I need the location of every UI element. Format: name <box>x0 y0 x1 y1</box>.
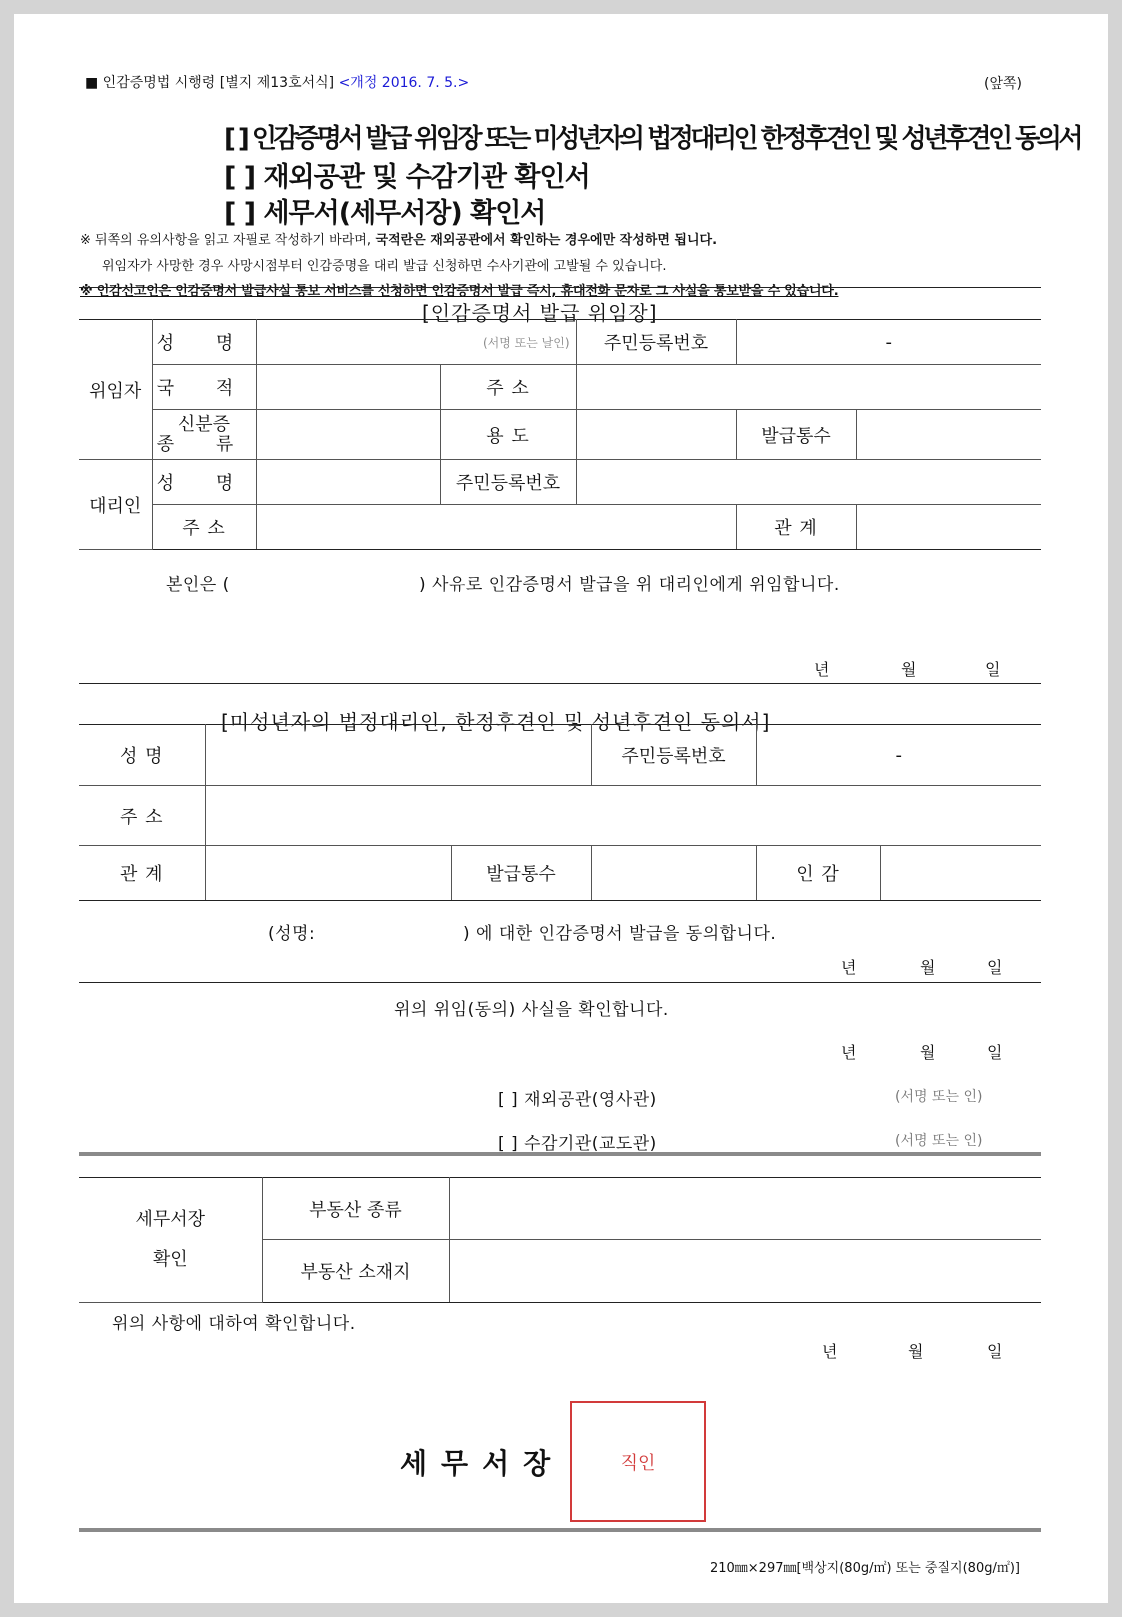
prison-checkbox-label[interactable]: [ ] 수감기관(교도관) <box>498 1134 657 1154</box>
delegator-rrn-label: 주민등록번호 <box>576 320 736 365</box>
divider <box>79 287 1041 288</box>
purpose-label: 용 도 <box>440 410 576 460</box>
consent-address-field[interactable] <box>205 786 1041 846</box>
rrn-dash: - <box>895 744 902 766</box>
id-type-label-1: 신분증 <box>177 413 231 435</box>
consent-copies-field[interactable] <box>591 846 756 901</box>
divider <box>79 982 1041 983</box>
consent-rrn-field[interactable] <box>756 725 1041 786</box>
month-label: 월 <box>908 1342 924 1361</box>
note-deceased: 위임자가 사망한 경우 사망시점부터 인감증명을 대리 발급 신청하면 수사기관에 고발될 수 있습니다. <box>102 259 667 274</box>
agent-rrn-field[interactable] <box>576 460 1041 505</box>
title-embassy-confirm: [ ] 재외공관 및 수감기관 확인서 <box>224 162 590 193</box>
revision-date: <개정 2016. 7. 5.> <box>338 75 470 91</box>
relation-field[interactable] <box>856 505 1041 550</box>
prison-sign-hint: (서명 또는 인) <box>895 1133 983 1149</box>
tax-office-statement: 위의 사항에 대하여 확인합니다. <box>112 1314 356 1334</box>
consent-table <box>79 724 1041 901</box>
day-label: 일 <box>987 1043 1003 1062</box>
note-notification-service: ※ 인감신고인은 인감증명서 발급사실 통보 서비스를 신청하면 인감증명서 발급 즉시, 휴대전화 문자로 그 사실을 통보받을 수 있습니다. <box>80 284 839 299</box>
consent-seal-label: 인 감 <box>756 846 880 901</box>
form-ref-text: ■ 인감증명법 시행령 [별지 제13호서식] <box>85 75 335 91</box>
confirm-statement: 위의 위임(동의) 사실을 확인합니다. <box>394 1000 669 1020</box>
consent-seal-field[interactable] <box>880 846 1041 901</box>
delegator-address-label: 주 소 <box>440 365 576 410</box>
page-side: (앞쪽) <box>984 76 1022 92</box>
official-seal-box <box>570 1401 706 1522</box>
note-instructions <box>80 229 717 248</box>
consent-relation-field[interactable] <box>205 846 451 901</box>
consent-rrn-label: 주민등록번호 <box>591 725 756 786</box>
copies-label: 발급통수 <box>736 410 856 460</box>
id-type-label-2: 종 류 <box>156 433 252 455</box>
embassy-checkbox-label[interactable]: [ ] 재외공관(영사관) <box>498 1090 657 1110</box>
title-delegation: [ ] 인감증명서 발급 위임장 또는 미성년자의 법정대리인 한정후견인 및 성년후견인 동의서 <box>224 124 1081 154</box>
tax-office-chief: 세무서장 <box>400 1447 565 1480</box>
property-location-field[interactable] <box>449 1240 1041 1303</box>
agent-address-field[interactable] <box>256 505 736 550</box>
agent-rrn-label: 주민등록번호 <box>440 460 576 505</box>
sign-hint: (서명 또는 날인) <box>482 335 570 350</box>
year-label: 년 <box>822 1342 838 1361</box>
thick-divider <box>79 1152 1041 1156</box>
consent-statement-start: (성명: <box>268 924 316 944</box>
relation-label: 관 계 <box>736 505 856 550</box>
copies-field[interactable] <box>856 410 1041 460</box>
delegator-rrn-field[interactable] <box>736 320 1041 365</box>
embassy-sign-hint: (서명 또는 인) <box>895 1089 983 1105</box>
delegator-label: 위임자 <box>79 320 152 460</box>
month-label: 월 <box>920 958 936 977</box>
consent-name-label: 성 명 <box>79 725 205 786</box>
nationality-field[interactable] <box>256 365 440 410</box>
delegator-name-field[interactable] <box>256 320 576 365</box>
year-label: 년 <box>814 660 830 679</box>
note1-bold: 국적란은 재외공관에서 확인하는 경우에만 작성하면 됩니다. <box>370 233 718 248</box>
day-label: 일 <box>987 1342 1003 1361</box>
month-label: 월 <box>920 1043 936 1062</box>
section-title-consent: [미성년자의 법정대리인, 한정후견인 및 성년후견인 동의서] <box>221 710 771 734</box>
day-label: 일 <box>985 660 1001 679</box>
tax-office-label <box>79 1178 262 1303</box>
day-label: 일 <box>987 958 1003 977</box>
consent-name-field[interactable] <box>205 725 591 786</box>
delegation-statement-end: ) 사유로 인감증명서 발급을 위 대리인에게 위임합니다. <box>419 575 840 595</box>
delegation-statement-start: 본인은 ( <box>166 575 230 595</box>
consent-copies-label: 발급통수 <box>451 846 591 901</box>
nationality-label: 국 적 <box>152 365 256 410</box>
id-type-field[interactable] <box>256 410 440 460</box>
thick-divider <box>79 1528 1041 1532</box>
property-type-field[interactable] <box>449 1178 1041 1240</box>
property-location-label: 부동산 소재지 <box>262 1240 449 1303</box>
form-reference <box>85 72 469 92</box>
consent-address-label: 주 소 <box>79 786 205 846</box>
title-tax-office-confirm: [ ] 세무서(세무서장) 확인서 <box>224 198 546 229</box>
rrn-dash: - <box>885 331 893 353</box>
tax-office-label-1: 세무서장 <box>135 1209 206 1230</box>
official-seal-label: 직인 <box>620 1452 656 1474</box>
agent-label: 대리인 <box>79 460 152 550</box>
id-type-label <box>152 410 256 460</box>
tax-office-label-2: 확인 <box>152 1249 188 1270</box>
consent-relation-label: 관 계 <box>79 846 205 901</box>
delegation-table <box>79 319 1041 550</box>
divider <box>79 683 1041 684</box>
consent-statement-end: ) 에 대한 인감증명서 발급을 동의합니다. <box>463 924 777 944</box>
year-label: 년 <box>841 1043 857 1062</box>
section-title-delegation: [인감증명서 발급 위임장] <box>422 301 658 325</box>
tax-office-table <box>79 1177 1041 1303</box>
form-page <box>14 14 1108 1603</box>
delegator-name-label: 성 명 <box>152 320 256 365</box>
agent-name-label: 성 명 <box>152 460 256 505</box>
agent-name-field[interactable] <box>256 460 440 505</box>
purpose-field[interactable] <box>576 410 736 460</box>
property-type-label: 부동산 종류 <box>262 1178 449 1240</box>
note1-plain: ※ 뒤쪽의 유의사항을 읽고 자필로 작성하기 바라며, <box>80 233 371 248</box>
month-label: 월 <box>901 660 917 679</box>
delegator-address-field[interactable] <box>576 365 1041 410</box>
agent-address-label: 주 소 <box>152 505 256 550</box>
year-label: 년 <box>841 958 857 977</box>
paper-spec: 210㎜×297㎜[백상지(80g/㎡) 또는 중질지(80g/㎡)] <box>709 1561 1020 1576</box>
